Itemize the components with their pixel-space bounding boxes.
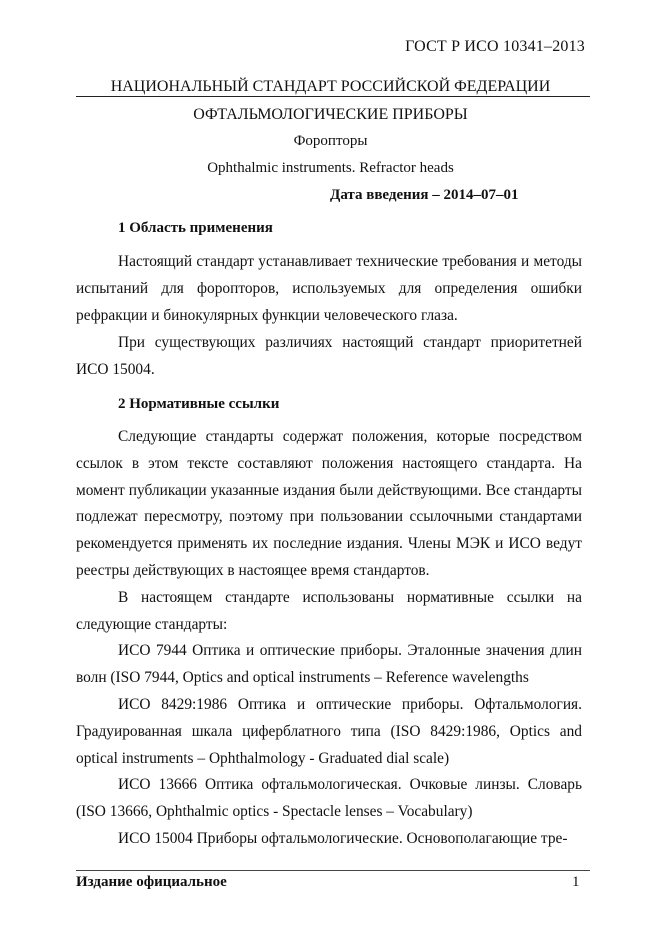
reference-iso-15004: ИСО 15004 Приборы офтальмологические. Основополагающие тре-	[118, 830, 568, 847]
section-2-paragraph-1: Следующие стандарты содержат положения, которые посредством ссылок в этом тексте составляют положения настоящего стандарта. На момент публикации указанные издания были действующими. Все стандарты подлежат пересмотру, поэтому при пользовании ссылочными стандартами рекомендуется применять их последние издания. Члены МЭК и ИСО ведут реестры действующих в настоящее время стандартов.	[76, 428, 582, 579]
section-1-paragraph-2: При существующих различиях настоящий стандарт приоритетней ИСО 15004.	[76, 334, 582, 378]
section-2-heading: 2 Нормативные ссылки	[118, 396, 280, 412]
reference-iso-8429: ИСО 8429:1986 Оптика и оптические приборы. Офтальмология. Градуированная шкала циферблатного типа (ISO 8429:1986, Optics and optical instruments – Ophthalmology - Graduated dial scale)	[76, 696, 582, 767]
footer-divider	[76, 870, 590, 871]
official-edition-label: Издание официальное	[76, 874, 227, 890]
title-underline	[76, 96, 590, 97]
reference-iso-7944: ИСО 7944 Оптика и оптические приборы. Эталонные значения длин волн (ISO 7944, Optics and optical instruments – Reference wavelengths	[76, 642, 582, 686]
section-1-paragraph-1: Настоящий стандарт устанавливает технические требования и методы испытаний для форопторов, используемых для определения ошибки рефракции и бинокулярных функции человеческого глаза.	[76, 253, 582, 324]
subject-subtitle-ru: Форопторы	[293, 133, 368, 149]
section-1-heading: 1 Область применения	[118, 220, 273, 236]
subject-title-ru: ОФТАЛЬМОЛОГИЧЕСКИЕ ПРИБОРЫ	[193, 106, 468, 123]
document-code: ГОСТ Р ИСО 10341–2013	[405, 38, 585, 55]
national-standard-title: НАЦИОНАЛЬНЫЙ СТАНДАРТ РОССИЙСКОЙ ФЕДЕРАЦИИ	[110, 78, 551, 95]
introduction-date: Дата введения – 2014–07–01	[330, 187, 519, 203]
page-number: 1	[572, 874, 580, 890]
subject-title-en: Ophthalmic instruments. Refractor heads	[207, 160, 454, 176]
reference-iso-13666: ИСО 13666 Оптика офтальмологическая. Очковые линзы. Словарь (ISO 13666, Ophthalmic optics - Spectacle lenses – Vocabulary)	[76, 776, 582, 820]
section-2-paragraph-2: В настоящем стандарте использованы нормативные ссылки на следующие стандарты:	[76, 589, 582, 633]
